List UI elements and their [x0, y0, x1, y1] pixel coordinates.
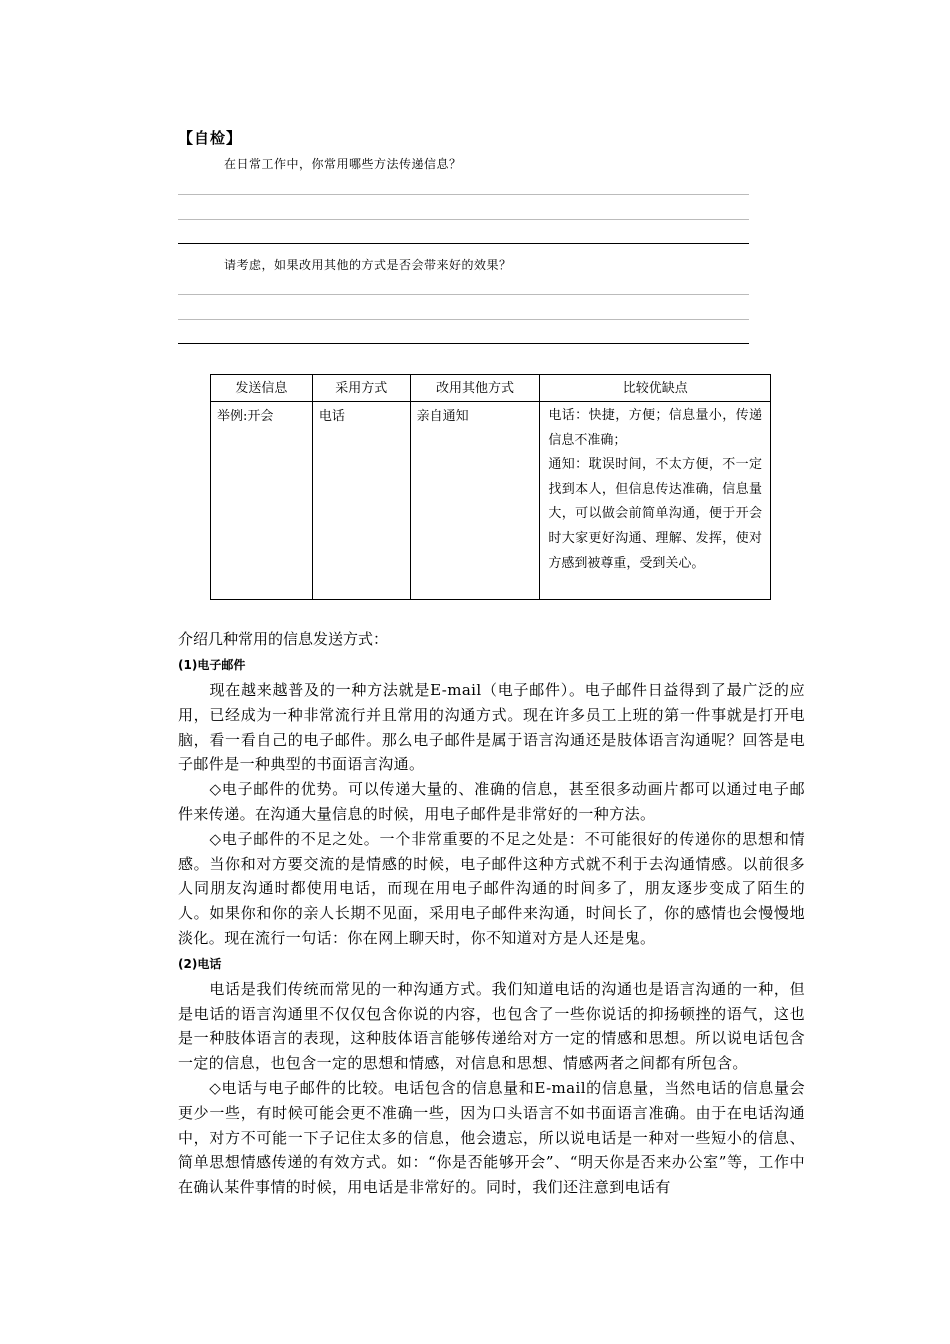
paragraph: 现在越来越普及的一种方法就是E-mail（电子邮件）。电子邮件日益得到了最广泛的应用，已经成为一种非常流行并且常用的沟通方式。现在许多员工上班的第一件事就是打开电脑，看一看自己的电子邮件。那么电子邮件是属于语言沟通还是肢体语言沟通呢？回答是电子邮件是一种典型的书面语言沟通。 [178, 681, 805, 774]
section-title: 【自检】 [178, 129, 243, 147]
table-header: 改用其他方式 [410, 375, 540, 402]
section-heading-email: (1)电子邮件 [178, 658, 246, 672]
table-header-row [211, 375, 771, 402]
answer-line [178, 194, 749, 195]
table-header: 比较优缺点 [540, 375, 771, 402]
article-body [178, 626, 805, 1200]
table-cell-method: 电话 [312, 402, 410, 600]
table-cell-alternative: 亲自通知 [410, 402, 540, 600]
comparison-phone: 电话：快捷，方便；信息量小，传递信息不准确； [548, 408, 762, 448]
paragraph: 电话是我们传统而常见的一种沟通方式。我们知道电话的沟通也是语言沟通的一种，但是电话的语言沟通里不仅仅包含你说的内容，也包含了一些你说话的抑扬顿挫的语气，这也是一种肢体语言的表现，这种肢体语言能够传递给对方一定的情感和思想。所以说电话包含一定的信息，也包含一定的思想和情感，对信息和思想、情感两者之间都有所包含。 [178, 979, 805, 1073]
answer-line [178, 343, 749, 344]
table-header: 采用方式 [312, 375, 410, 402]
question-2: 请考虑，如果改用其他的方式是否会带来好的效果？ [224, 258, 512, 272]
intro-text: 介绍几种常用的信息发送方式： [178, 630, 389, 648]
table-header: 发送信息 [211, 375, 313, 402]
answer-line [178, 294, 749, 295]
section-heading-phone: (2)电话 [178, 956, 222, 971]
paragraph: ◇电子邮件的不足之处。一个非常重要的不足之处是：不可能很好的传递你的思想和情感。当你和对方要交流的是情感的时候，电子邮件这种方式就不利于去沟通情感。以前很多人同朋友沟通时都使用电话，而现在用电子邮件沟通的时间多了，朋友逐步变成了陌生的人。如果你和你的亲人长期不见面，采用电子邮件来沟通，时间长了，你的感情也会慢慢地淡化。现在流行一句话：你在网上聊天时，你不知道对方是人还是鬼。 [178, 829, 805, 947]
answer-line [178, 219, 749, 220]
question-1: 在日常工作中，你常用哪些方法传递信息？ [224, 157, 462, 171]
comparison-notice: 通知：耽误时间，不太方便，不一定找到本人，但信息传达准确，信息量大，可以做会前简单沟通，便于开会时大家更好沟通、理解、发挥，使对方感到被尊重，受到关心。 [548, 457, 762, 571]
answer-line [178, 243, 749, 244]
comparison-table [210, 374, 771, 600]
paragraph: ◇电话与电子邮件的比较。电话包含的信息量和E-mail的信息量，当然电话的信息量会更少一些，有时候可能会更不准确一些，因为口头语言不如书面语言准确。由于在电话沟通中，对方不可能一下子记住太多的信息，他会遗忘，所以说电话是一种对一些短小的信息、简单思想情感传递的有效方式。如：“你是否能够开会”、“明天你是否来办公室”等，工作中在确认某件事情的时候，用电话是非常好的。同时，我们还注意到电话有 [178, 1078, 805, 1197]
table-cell-comparison [540, 402, 771, 600]
table-cell-message: 举例:开会 [211, 402, 313, 600]
answer-line [178, 319, 749, 320]
paragraph: ◇电子邮件的优势。可以传递大量的、准确的信息，甚至很多动画片都可以通过电子邮件来传递。在沟通大量信息的时候，用电子邮件是非常好的一种方法。 [178, 780, 805, 823]
table-row [211, 402, 771, 600]
